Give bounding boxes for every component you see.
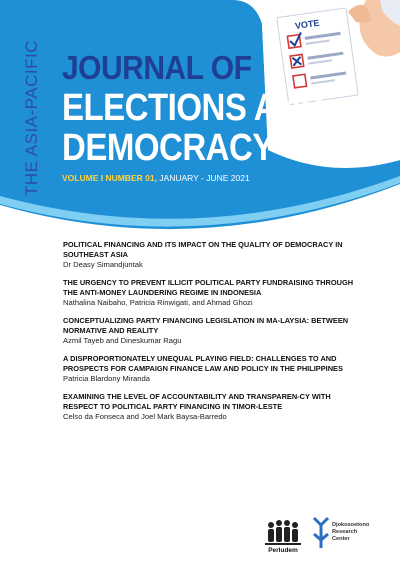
- article-title: CONCEPTUALIZING PARTY FINANCING LEGISLATION IN MA-LAYSIA: BETWEEN NORMATIVE AND REALITY: [63, 316, 349, 335]
- journal-prefix: THE ASIA-PACIFIC: [22, 40, 41, 196]
- article-title: THE URGENCY TO PREVENT ILLICIT POLITICAL PARTY FUNDRAISING THROUGH THE ANTI-MONEY LAUNDERING REGIME IN INDONESIA: [63, 278, 354, 297]
- article-authors: Dr Deasy Simandjuntak: [63, 260, 143, 269]
- article-item: [63, 354, 363, 384]
- title-line-2: ELECTIONS AND: [62, 85, 324, 129]
- volume-number: VOLUME I NUMBER 01,: [62, 173, 157, 183]
- perludem-icon: [262, 516, 304, 548]
- cover-header: [0, 0, 400, 230]
- article-authors: Celso da Fonseca and Joel Mark Baysa-Barredo: [63, 412, 227, 421]
- ballot-label: VOTE: [294, 17, 321, 32]
- article-item: [63, 278, 363, 308]
- title-line-3: DEMOCRACY: [62, 125, 274, 169]
- perludem-label: Perludem: [268, 547, 298, 554]
- volume-period: JANUARY - JUNE 2021: [156, 173, 250, 183]
- article-item: [63, 316, 363, 346]
- journal-title: [62, 49, 324, 169]
- article-item: [63, 240, 363, 270]
- article-title: A DISPROPORTIONATELY UNEQUAL PLAYING FIELD: CHALLENGES TO AND PROSPECTS FOR CAMPAIGN FINANCE LAW AND POLICY IN THE PHILIPPINES: [63, 354, 343, 373]
- article-title: POLITICAL FINANCING AND ITS IMPACT ON THE QUALITY OF DEMOCRACY IN SOUTHEAST ASIA: [63, 240, 343, 259]
- djokosoetono-line-2: Research: [332, 529, 358, 535]
- article-title: EXAMINING THE LEVEL OF ACCOUNTABILITY AND TRANSPAREN-CY WITH RESPECT TO POLITICAL PARTY FINANCING IN TIMOR-LESTE: [63, 392, 331, 411]
- volume-info: [62, 173, 250, 183]
- title-line-1: JOURNAL OF: [62, 49, 252, 87]
- perludem-logo: [262, 516, 304, 556]
- djokosoetono-logo: [312, 516, 392, 556]
- article-authors: Azmil Tayeb and Dineskumar Ragu: [63, 336, 182, 345]
- djokosoetono-icon: [312, 516, 330, 550]
- djokosoetono-line-3: Center: [332, 536, 350, 542]
- article-item: [63, 392, 363, 422]
- article-authors: Nathalina Naibaho, Patricia Rinwigati, and Ahmad Ghozi: [63, 298, 253, 307]
- publisher-logos: [262, 516, 392, 560]
- article-list: [63, 240, 363, 430]
- article-authors: Patricia Blardony Miranda: [63, 374, 150, 383]
- djokosoetono-line-1: Djokosoetono: [332, 522, 370, 528]
- djokosoetono-label: [332, 522, 369, 543]
